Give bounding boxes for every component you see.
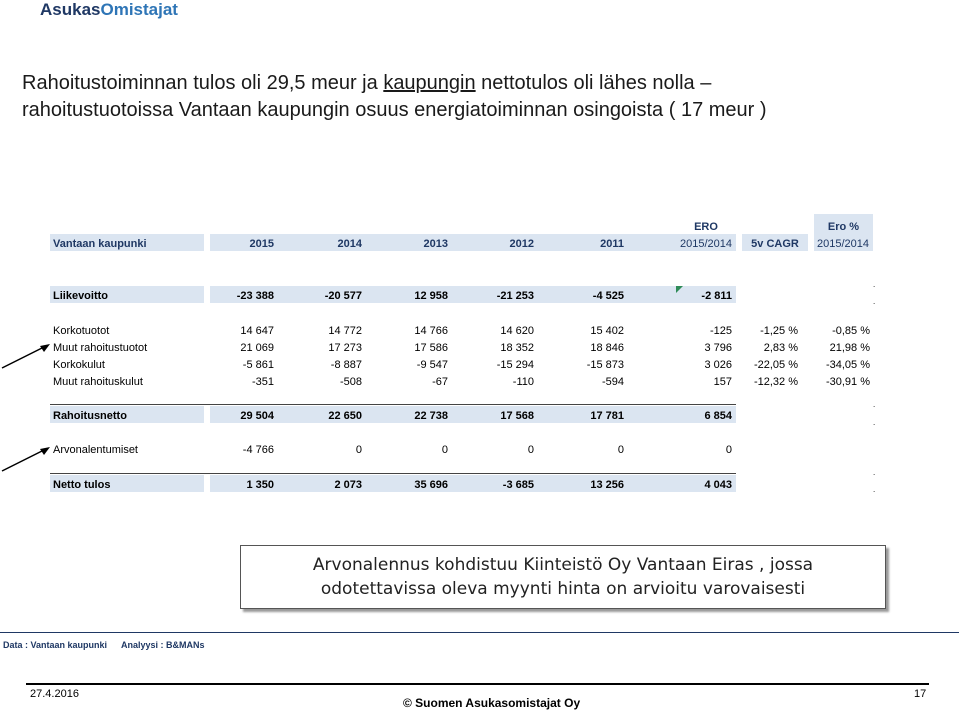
table-cell: 17 273 — [328, 342, 362, 354]
table-cell: -20 577 — [324, 290, 362, 302]
header-ero: ERO — [694, 221, 718, 233]
netto-top-line — [50, 473, 736, 474]
table-cell: 157 — [713, 376, 732, 388]
table-cell: 22 738 — [414, 410, 448, 422]
table-cell: -594 — [601, 376, 624, 388]
table-cell: -351 — [251, 376, 274, 388]
table-cell: -15 873 — [586, 359, 624, 371]
header-2012: 2012 — [509, 238, 534, 250]
table-cell: 2 073 — [334, 479, 362, 491]
table-cell: -67 — [432, 376, 448, 388]
table-cell: -21 253 — [496, 290, 534, 302]
table-cell: -0,85 % — [832, 325, 870, 337]
marker-dot: . — [873, 485, 876, 494]
table-cell: 14 620 — [500, 325, 534, 337]
rahoitusnetto-top-line — [50, 404, 736, 405]
table-cell: 14 766 — [414, 325, 448, 337]
footer-copyright: © Suomen Asukasomistajat Oy — [403, 696, 581, 710]
header-2014: 2014 — [337, 238, 362, 250]
header-ero-pct-period: 2015/2014 — [817, 238, 869, 250]
header-bar-2 — [210, 234, 736, 251]
table-cell: 17 781 — [590, 410, 624, 422]
table-cell: 12 958 — [414, 290, 448, 302]
table-cell: -15 294 — [496, 359, 534, 371]
row-label: Rahoitusnetto — [53, 410, 127, 422]
source-analysis: Analyysi : B&MANs — [121, 640, 205, 650]
table-cell: -22,05 % — [753, 359, 798, 371]
table-cell: -125 — [709, 325, 732, 337]
table-cell: -2 811 — [701, 290, 732, 302]
table-cell: -30,91 % — [825, 376, 870, 388]
table-cell: -4 525 — [592, 290, 624, 302]
marker-dot: . — [873, 297, 876, 306]
marker-dot: . — [873, 468, 876, 477]
header-ero-period: 2015/2014 — [680, 238, 732, 250]
table-cell: 14 647 — [240, 325, 274, 337]
source-data: Data : Vantaan kaupunki — [3, 640, 108, 650]
table-cell: -3 685 — [502, 479, 534, 491]
row-label: Muut rahoitustuotot — [53, 342, 148, 354]
footer-divider — [26, 683, 929, 685]
note-box: Arvonalennus kohdistuu Kiinteistö Oy Vantaan Eiras , jossa odotettavissa oleva myynti hinta on arvioitu varovaisesti — [240, 545, 886, 609]
cell-marker-icon — [676, 286, 684, 294]
table-cell: 0 — [527, 444, 534, 456]
table-cell: 13 256 — [590, 479, 624, 491]
table-cell: -508 — [339, 376, 362, 388]
table-cell: 4 043 — [704, 479, 732, 491]
table-cell: 0 — [725, 444, 732, 456]
table-cell: 17 586 — [414, 342, 448, 354]
arrow-icon — [0, 443, 52, 473]
table-cell: 18 846 — [590, 342, 624, 354]
table-cell: 29 504 — [240, 410, 274, 422]
row-label: Korkotuotot — [53, 325, 110, 337]
header-2013: 2013 — [423, 238, 448, 250]
table-cell: 15 402 — [590, 325, 624, 337]
page-title: Rahoitustoiminnan tulos oli 29,5 meur ja kaupungin nettotulos oli lähes nolla – rahoitustuotoissa Vantaan kaupungin osuus energiatoiminnan osingoista ( 17 meur ) — [22, 72, 767, 121]
table-cell: -34,05 % — [825, 359, 870, 371]
header-label: Vantaan kaupunki — [53, 238, 147, 250]
header-cagr: 5v CAGR — [751, 238, 799, 250]
table-cell: -8 887 — [330, 359, 362, 371]
table-cell: 0 — [355, 444, 362, 456]
row-label: Netto tulos — [53, 479, 111, 491]
arrow-icon — [0, 340, 52, 370]
header-2011: 2011 — [600, 238, 624, 250]
table-cell: 6 854 — [704, 410, 732, 422]
table-cell: -9 547 — [416, 359, 448, 371]
marker-dot: . — [873, 400, 876, 409]
table-cell: 1 350 — [246, 479, 274, 491]
table-cell: 18 352 — [500, 342, 534, 354]
table-cell: -1,25 % — [760, 325, 798, 337]
table-cell: -12,32 % — [753, 376, 798, 388]
row-label: Arvonalentumiset — [53, 444, 138, 456]
table-cell: -4 766 — [242, 444, 274, 456]
header-2015: 2015 — [249, 238, 274, 250]
header-ero-pct: Ero % — [827, 221, 860, 233]
row-label: Liikevoitto — [53, 290, 109, 302]
table-cell: 21 069 — [240, 342, 274, 354]
table-cell: -110 — [512, 376, 534, 388]
source-divider — [0, 632, 959, 633]
table-cell: -5 861 — [242, 359, 274, 371]
marker-dot: . — [873, 418, 876, 427]
table-cell: 21,98 % — [829, 342, 870, 354]
table-cell: 35 696 — [414, 479, 448, 491]
marker-dot: . — [873, 280, 876, 289]
table-cell: 2,83 % — [763, 342, 798, 354]
table-cell: 22 650 — [328, 410, 362, 422]
table-cell: 17 568 — [500, 410, 534, 422]
table-cell: 3 796 — [704, 342, 732, 354]
table-cell: 0 — [441, 444, 448, 456]
table-cell: 14 772 — [328, 325, 362, 337]
table-cell: 0 — [617, 444, 624, 456]
footer-date: 27.4.2016 — [30, 688, 79, 700]
table-cell: -23 388 — [236, 290, 274, 302]
footer-page: 17 — [914, 688, 927, 700]
row-label: Korkokulut — [53, 359, 105, 371]
logo: AsukasOmistajat — [40, 0, 178, 19]
table-cell: 3 026 — [704, 359, 732, 371]
row-label: Muut rahoituskulut — [53, 376, 143, 388]
